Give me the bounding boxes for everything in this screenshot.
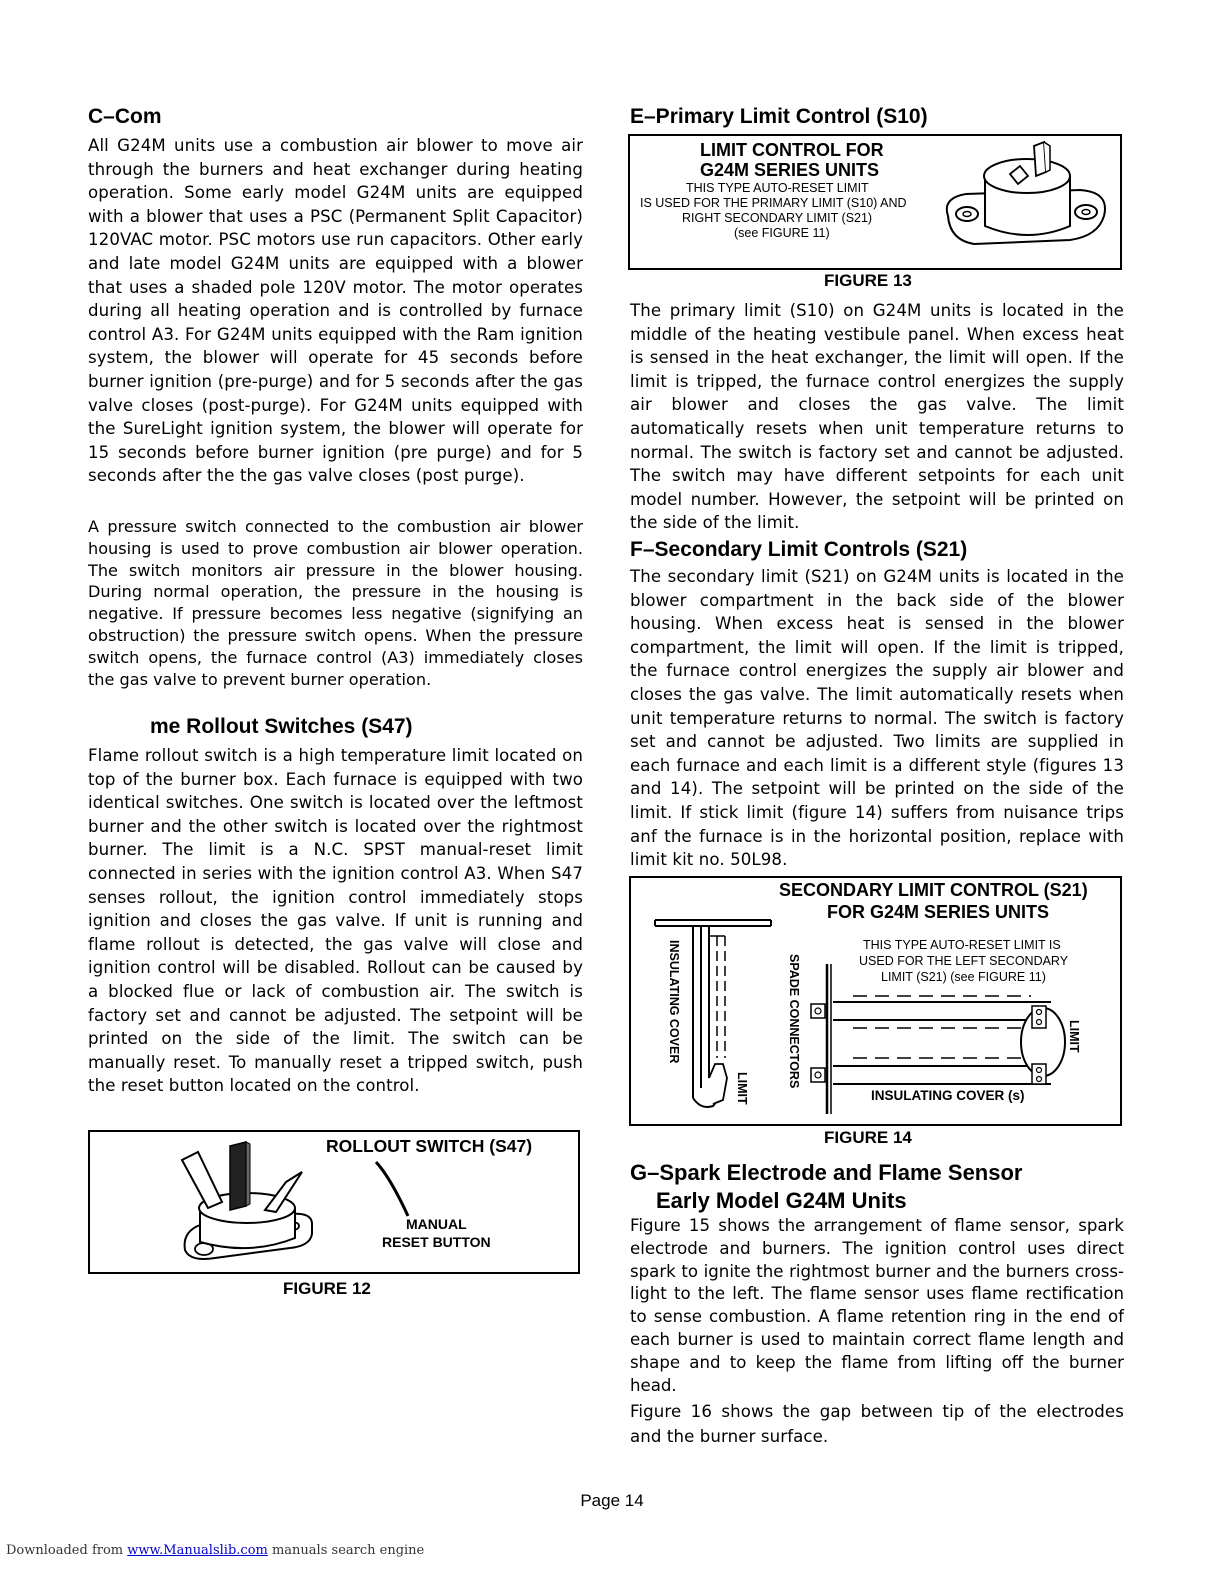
figure-13-note-2: IS USED FOR THE PRIMARY LIMIT (S10) AND <box>640 196 907 210</box>
figure-14-title-1: SECONDARY LIMIT CONTROL (S21) <box>779 880 1088 900</box>
figure-14-box <box>629 876 1122 1126</box>
spade-connectors-label: SPADE CONNECTORS <box>787 954 801 1089</box>
figure-13-note-3: RIGHT SECONDARY LIMIT (S21) <box>682 211 873 225</box>
figure-12-caption: FIGURE 12 <box>283 1279 371 1298</box>
figure-14-note-1: THIS TYPE AUTO-RESET LIMIT IS <box>863 938 1061 952</box>
footer-suffix: manuals search engine <box>271 1543 425 1558</box>
page-number: Page 14 <box>580 1491 644 1510</box>
figure-12-manual-label: MANUAL <box>406 1216 467 1232</box>
limit-control-illustration <box>930 136 1120 268</box>
section-d-heading: me Rollout Switches (S47) <box>150 715 413 738</box>
section-c-paragraph-2: A pressure switch connected to the combustion air blower housing is used to prove combustion air blower operation. The switch monitors air pressure in the blower housing. During normal operation, the pressure in the housing is negative. If pressure becomes less negative (signifying an obstruction) the pressure switch opens. When the pressure switch opens, the furnace control (A3) immediately closes the gas valve to prevent burner operation. <box>88 517 583 689</box>
figure-13-title-2: G24M SERIES UNITS <box>700 160 880 180</box>
figure-14-note-2: USED FOR THE LEFT SECONDARY <box>859 954 1069 968</box>
section-e-paragraph: The primary limit (S10) on G24M units is located in the middle of the heating vestibule panel. When excess heat is sensed in the heat exchanger, the limit will open. If the limit is tripped, the furnace control energizes the supply air blower and closes the gas valve. The limit automatically resets when unit temperature returns to normal. The switch is factory set and cannot be adjusted. The switch may have different setpoints for each unit model number. However, the setpoint will be printed on the side of the limit. <box>630 301 1124 533</box>
footer-prefix: Downloaded from <box>6 1543 124 1558</box>
download-footer <box>6 1543 424 1558</box>
section-e-heading: E–Primary Limit Control (S10) <box>630 105 928 128</box>
section-c-heading: C–Com <box>88 105 162 128</box>
figure-12-title: ROLLOUT SWITCH (S47) <box>326 1136 533 1156</box>
section-g-paragraph-2: Figure 16 shows the gap between tip of the electrodes and the burner surface. <box>630 1402 1124 1446</box>
figure-13-caption: FIGURE 13 <box>824 271 912 290</box>
figure-13-box <box>628 134 1122 270</box>
insulating-covers-label: INSULATING COVER (s) <box>871 1088 1025 1103</box>
figure-12-box <box>88 1130 580 1274</box>
section-g-heading-1: G–Spark Electrode and Flame Sensor <box>630 1160 1023 1185</box>
figure-12-reset-label: RESET BUTTON <box>382 1234 491 1250</box>
manualslib-link[interactable]: www.Manualslib.com <box>127 1543 268 1558</box>
insulating-cover-label: INSULATING COVER <box>667 940 681 1064</box>
figure-14-caption: FIGURE 14 <box>824 1128 912 1147</box>
section-c-paragraph-1: All G24M units use a combustion air blower to move air through the burners and heat exchanger during heating operation. Some early model G24M units are equipped with a blower that uses a PSC (Permanent Split Capacitor) 120VAC motor. PSC motors use run capacitors. Other early and late model G24M units are equipped with a blower that uses a shaded pole 120V motor. The motor operates during all heating operation and is controlled by furnace control A3. For G24M units equipped with the Ram ignition system, the blower will operate for 45 seconds before burner ignition (pre-purge) and for 5 seconds after the gas valve closes (post-purge). For G24M units equipped with the SureLight ignition system, the blower will operate for 15 seconds before burner ignition (pre purge) and for 5 seconds after the the gas valve closes (post purge). <box>88 136 583 486</box>
section-g-paragraph-1: Figure 15 shows the arrangement of flame sensor, spark electrode and burners. The ignition control uses direct spark to ignite the rightmost burner and the burners cross-light to the left. The flame sensor uses flame rectification to sense combustion. A flame retention ring in the end of each burner is used to maintain correct flame length and shape and to keep the flame from lifting off the burner head. <box>630 1216 1124 1395</box>
figure-13-note-1: THIS TYPE AUTO-RESET LIMIT <box>686 181 869 195</box>
left-limit-label: LIMIT <box>735 1072 749 1105</box>
figure-13-title-1: LIMIT CONTROL FOR <box>700 140 884 160</box>
section-d-paragraph: Flame rollout switch is a high temperature limit located on top of the burner box. Each furnace is equipped with two identical switches. One switch is located over the leftmost burner and the other switch is located over the rightmost burner. The limit is a N.C. SPST manual-reset limit connected in series with the ignition control A3. When S47 senses rollout, the ignition control immediately stops ignition and closes the gas valve. If unit is running and flame rollout is detected, the gas valve will close and ignition control will be disabled. Rollout can be caused by a blocked flue or lack of combustion air. The switch is factory set and cannot be adjusted. The setpoint will be printed on the side of the limit. The switch can be manually reset. To manually reset a tripped switch, push the reset button located on the control. <box>88 746 583 1096</box>
section-f-paragraph: The secondary limit (S21) on G24M units is located in the blower compartment in the back side of the blower housing. When excess heat is sensed in the blower compartment, the limit will open. If the limit is tripped, the furnace control energizes the supply air blower and closes the gas valve. The limit automatically resets when unit temperature returns to normal. The switch is factory set and cannot be adjusted. Two limits are supplied in each furnace and each limit is a different style (figures 13 and 14). The setpoint will be printed on the side of the limit. If stick limit (figure 14) suffers from nuisance trips anf the furnace is in the horizontal position, replace with limit kit no. 50L98. <box>630 567 1124 870</box>
right-limit-label: LIMIT <box>1067 1020 1081 1053</box>
figure-14-note-3: LIMIT (S21) (see FIGURE 11) <box>881 970 1046 984</box>
figure-14-title-2: FOR G24M SERIES UNITS <box>827 902 1050 922</box>
section-g-heading-2: Early Model G24M Units <box>656 1188 907 1213</box>
section-f-heading: F–Secondary Limit Controls (S21) <box>630 538 968 561</box>
figure-13-note-4: (see FIGURE 11) <box>734 226 830 240</box>
